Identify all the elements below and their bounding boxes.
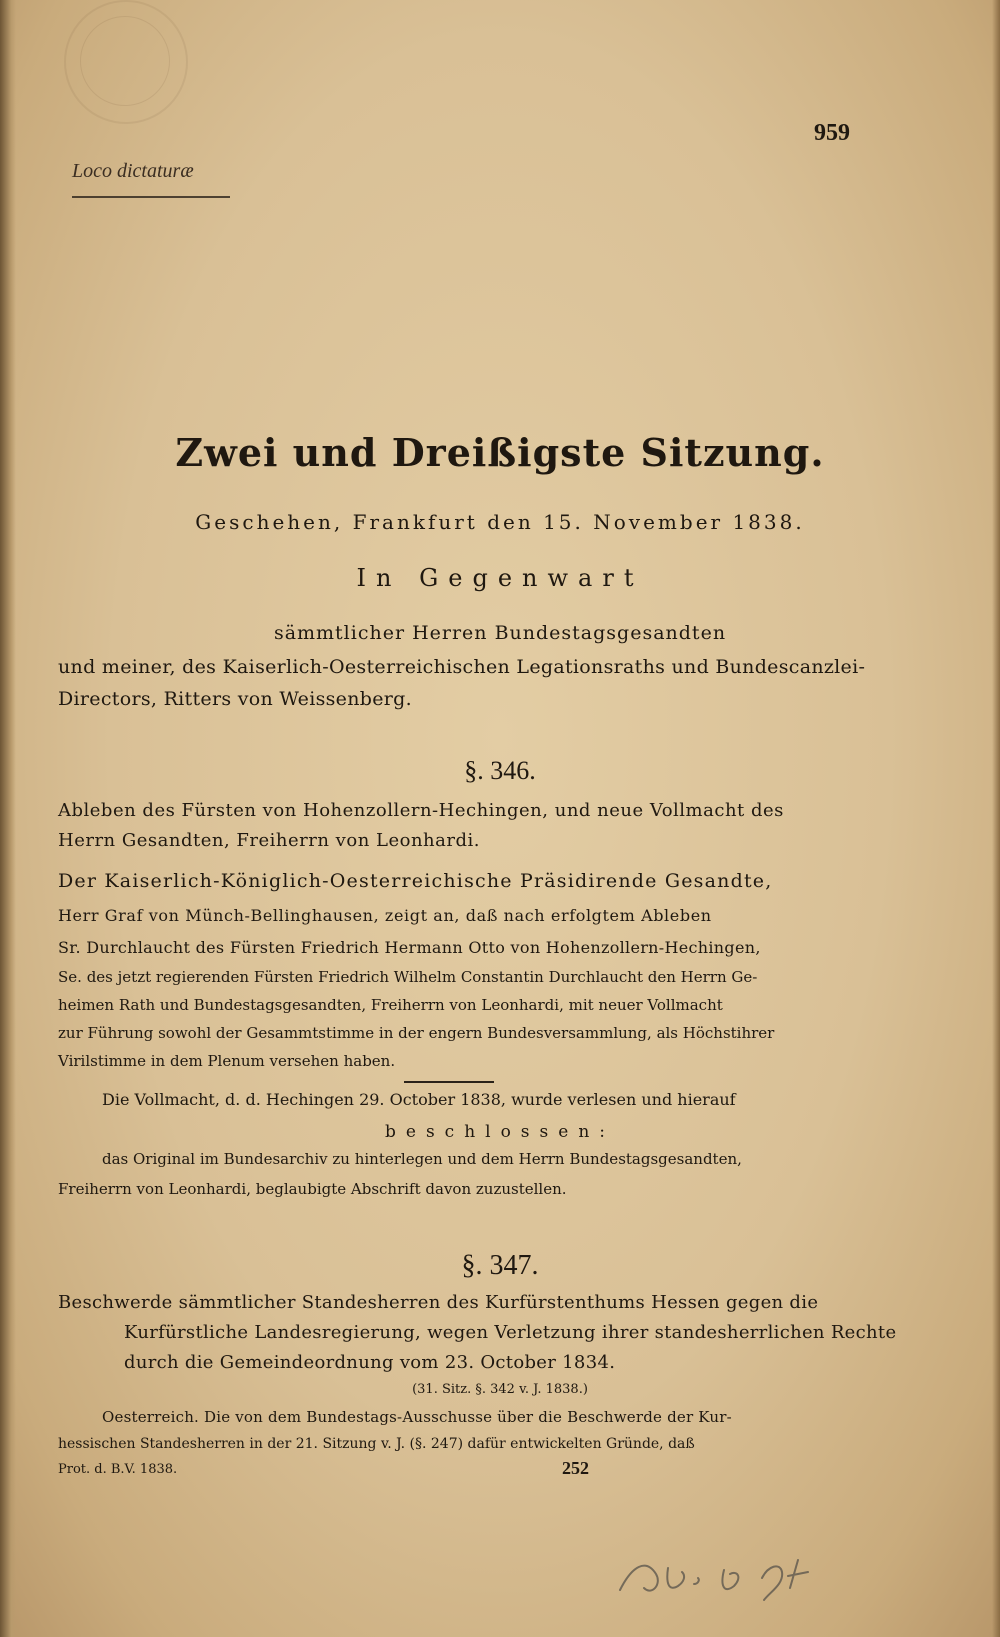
margin-note: Loco dictaturæ <box>72 160 194 182</box>
vollmacht-line: Die Vollmacht, d. d. Hechingen 29. October 1838, wurde verlesen und hierauf <box>102 1090 736 1109</box>
session-title: Zwei und Dreißigste Sitzung. <box>175 430 825 475</box>
footer-sheet-number: 252 <box>562 1458 589 1478</box>
margin-note-rule <box>72 196 230 198</box>
library-stamp <box>64 0 188 124</box>
section-heading: durch die Gemeindeordnung vom 23. October 1834. <box>124 1352 616 1373</box>
body-line: Virilstimme in dem Plenum versehen haben. <box>58 1052 396 1070</box>
handwritten-signature <box>612 1548 872 1610</box>
section-number-346: §. 346. <box>464 756 536 785</box>
body-line: hessischen Standesherren in der 21. Sitzung v. J. (§. 247) dafür entwickelten Gründe, daß <box>58 1436 695 1452</box>
body-line: Herr Graf von Münch-Bellinghausen, zeigt an, daß nach erfolgtem Ableben <box>58 906 712 925</box>
body-line: Oesterreich. Die von dem Bundestags-Ausschusse über die Beschwerde der Kur- <box>102 1408 732 1426</box>
page-number: 959 <box>814 120 850 146</box>
section-heading: Kurfürstliche Landesregierung, wegen Verletzung ihrer standesherrlichen Rechte <box>124 1322 897 1343</box>
resolution-line: das Original im Bundesarchiv zu hinterlegen und dem Herrn Bundestagsgesandten, <box>102 1150 742 1168</box>
section-heading: Beschwerde sämmtlicher Standesherren des Kurfürstenthums Hessen gegen die <box>58 1292 819 1313</box>
dateline: Geschehen, Frankfurt den 15. November 1838. <box>195 510 805 534</box>
section-reference: (31. Sitz. §. 342 v. J. 1838.) <box>412 1382 588 1397</box>
body-line: Der Kaiserlich-Königlich-Oesterreichische Präsidirende Gesandte, <box>58 870 773 892</box>
body-line: Se. des jetzt regierenden Fürsten Friedrich Wilhelm Constantin Durchlaucht den Herrn Ge- <box>58 968 758 986</box>
presence-line: sämmtlicher Herren Bundestagsgesandten <box>273 622 727 644</box>
section-heading: Herrn Gesandten, Freiherrn von Leonhardi. <box>58 830 480 851</box>
section-number-347: §. 347. <box>461 1250 539 1281</box>
section-heading: Ableben des Fürsten von Hohenzollern-Hechingen, und neue Vollmacht des <box>58 800 784 821</box>
presence-line: und meiner, des Kaiserlich-Oesterreichischen Legationsraths und Bundescanzlei- <box>58 656 866 678</box>
resolution-line: Freiherrn von Leonhardi, beglaubigte Abschrift davon zuzustellen. <box>58 1180 567 1198</box>
presence-line: Directors, Ritters von Weissenberg. <box>58 688 412 710</box>
presence-heading: In Gegenwart <box>356 564 644 592</box>
body-line: zur Führung sowohl der Gesammtstimme in der engern Bundesversammlung, als Höchstihrer <box>58 1024 775 1042</box>
body-line: heimen Rath und Bundestagsgesandten, Freiherrn von Leonhardi, mit neuer Vollmacht <box>58 996 723 1014</box>
beschlossen-label: beschlossen: <box>385 1122 615 1142</box>
footer-protocol: Prot. d. B.V. 1838. <box>58 1462 178 1477</box>
section-divider <box>404 1081 494 1083</box>
body-line: Sr. Durchlaucht des Fürsten Friedrich Hermann Otto von Hohenzollern-Hechingen, <box>58 938 761 957</box>
